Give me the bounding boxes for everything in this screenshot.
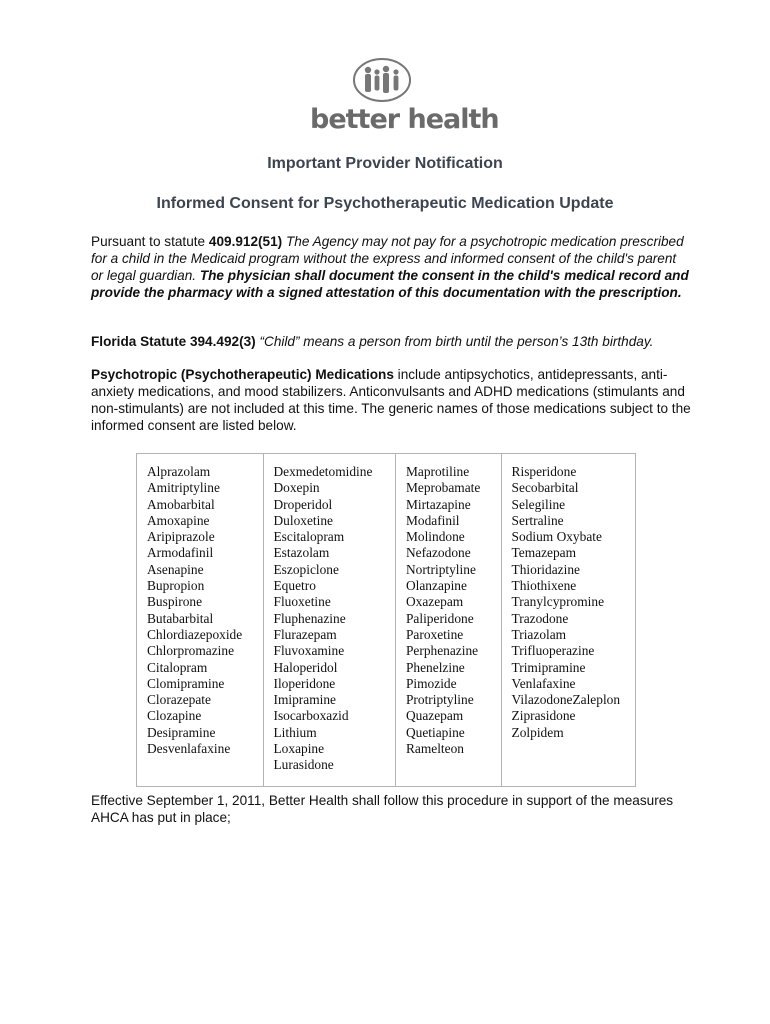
medication-item: Nefazodone — [405, 545, 471, 561]
medication-item: Ziprasidone — [511, 708, 576, 724]
medication-item: Escitalopram — [273, 529, 345, 545]
medication-item: Trifluoperazine — [511, 643, 595, 659]
medication-item: Desvenlafaxine — [147, 741, 231, 757]
medication-item: Perphenazine — [405, 643, 479, 659]
medication-item: Estazolam — [273, 545, 330, 561]
medication-item: Doxepin — [273, 480, 320, 496]
medication-item: Buspirone — [147, 594, 203, 610]
medication-item: Butabarbital — [147, 610, 214, 626]
medication-item: Phenelzine — [405, 659, 465, 675]
florida-statute-label: Florida Statute 394.492(3) — [91, 334, 256, 349]
medication-item: Modafinil — [405, 512, 460, 528]
statute-requirement: The physician shall document the consent in the child's medical record and provide the pharmacy with a signed attestation of this documentation with the prescription. — [91, 268, 689, 300]
medication-item: Thioridazine — [511, 561, 580, 577]
medication-item: Dexmedetomidine — [273, 464, 373, 479]
medication-item: Paliperidone — [405, 610, 474, 626]
medication-item: Fluvoxamine — [273, 643, 345, 659]
statute-paragraph — [91, 233, 691, 301]
effective-date-paragraph: Effective September 1, 2011, Better Health shall follow this procedure in support of the measures AHCA has put in place; — [91, 793, 674, 825]
medication-item: Risperidone — [511, 464, 577, 479]
medication-item: Mirtazapine — [405, 496, 471, 512]
medication-item: Tranylcypromine — [511, 594, 605, 610]
psychotropic-label: Psychotropic (Psychotherapeutic) Medications — [91, 367, 394, 382]
medication-item: Equetro — [273, 578, 316, 594]
medication-item: Temazepam — [511, 545, 577, 561]
medication-item: Iloperidone — [273, 675, 336, 691]
medication-item: Chlordiazepoxide — [147, 626, 243, 642]
family-figures-logo-icon — [352, 58, 412, 102]
medication-item: Nortriptyline — [405, 561, 476, 577]
medication-item: Paroxetine — [405, 626, 464, 642]
statute-text: The Agency may not pay for a psychotropic medication prescribed for a child in the Medicaid program without the express and informed consent of the child's parent or legal guardian. — [91, 234, 684, 283]
medication-item: Lithium — [273, 724, 317, 740]
medication-item: Citalopram — [147, 659, 208, 675]
medication-item: Molindone — [405, 529, 465, 545]
medication-item: Bupropion — [147, 578, 205, 594]
medication-item: Droperidol — [273, 496, 333, 512]
medication-table — [136, 453, 636, 787]
psychotropic-paragraph — [91, 366, 691, 434]
medication-item: Asenapine — [147, 561, 204, 577]
medication-item: Quazepam — [405, 708, 464, 724]
medication-item: Trazodone — [511, 610, 569, 626]
medication-item: Clomipramine — [147, 675, 225, 691]
medication-item: Venlafaxine — [511, 675, 576, 691]
medication-item: Duloxetine — [273, 512, 333, 528]
medication-item: Thiothixene — [511, 578, 577, 594]
medication-item: Quetiapine — [405, 724, 465, 740]
medication-item: Flurazepam — [273, 626, 337, 642]
medication-item: Selegiline — [511, 496, 566, 512]
medication-item: Amitriptyline — [147, 480, 220, 496]
medication-item: Eszopiclone — [273, 561, 339, 577]
medication-item: Haloperidol — [273, 659, 338, 675]
medication-item: Aripiprazole — [147, 529, 215, 545]
florida-statute-text: “Child” means a person from birth until the person’s 13th birthday. — [255, 334, 654, 349]
medication-item: Chlorpromazine — [147, 643, 235, 659]
medication-item: Amoxapine — [147, 512, 210, 528]
medication-column-3 — [396, 454, 502, 786]
medication-item: Sertraline — [511, 512, 564, 528]
medication-item: Desipramine — [147, 724, 216, 740]
statute-number: 409.912(51) — [208, 234, 283, 249]
medication-column-1 — [137, 454, 264, 786]
medication-item: Protriptyline — [405, 692, 474, 708]
medication-item: Loxapine — [273, 741, 325, 757]
medication-item: Ramelteon — [405, 741, 464, 757]
medication-item: Triazolam — [511, 626, 567, 642]
medication-item: Zolpidem — [511, 724, 564, 740]
medication-item: VilazodoneZaleplon — [511, 692, 621, 708]
medication-item: Pimozide — [405, 675, 457, 691]
medication-item: Fluoxetine — [273, 594, 331, 610]
medication-item: Oxazepam — [405, 594, 464, 610]
florida-statute-paragraph — [91, 333, 691, 350]
medication-column-2 — [264, 454, 396, 786]
medication-item: Imipramine — [273, 692, 336, 708]
medication-item: Secobarbital — [511, 480, 579, 496]
page-title: Important Provider Notification — [267, 155, 503, 172]
medication-item: Trimipramine — [511, 659, 586, 675]
medication-column-4 — [502, 454, 635, 786]
medication-item: Meprobamate — [405, 480, 481, 496]
page-subtitle: Informed Consent for Psychotherapeutic Medication Update — [156, 195, 614, 212]
medication-item: Sodium Oxybate — [511, 529, 602, 545]
medication-item: Clozapine — [147, 708, 202, 724]
logo-wordmark: better health — [310, 104, 499, 135]
medication-item: Amobarbital — [147, 496, 215, 512]
statute-prefix: Pursuant to statute — [91, 234, 209, 249]
medication-item: Clorazepate — [147, 692, 211, 708]
medication-item: Armodafinil — [147, 545, 214, 561]
medication-item: Lurasidone — [273, 757, 334, 773]
medication-item: Olanzapine — [405, 578, 467, 594]
medication-item: Fluphenazine — [273, 610, 346, 626]
better-health-logo — [300, 58, 499, 140]
medication-item: Maprotiline — [405, 464, 470, 479]
medication-item: Isocarboxazid — [273, 708, 349, 724]
medication-item: Alprazolam — [147, 464, 211, 479]
psychotropic-text: include antipsychotics, antidepressants, anti-anxiety medications, and mood stabilizers. Anticonvulsants and ADHD medications (stimulants and non-stimulants) are not included at this time. The generic names of those medications subject to the informed consent are listed below. — [91, 367, 691, 433]
